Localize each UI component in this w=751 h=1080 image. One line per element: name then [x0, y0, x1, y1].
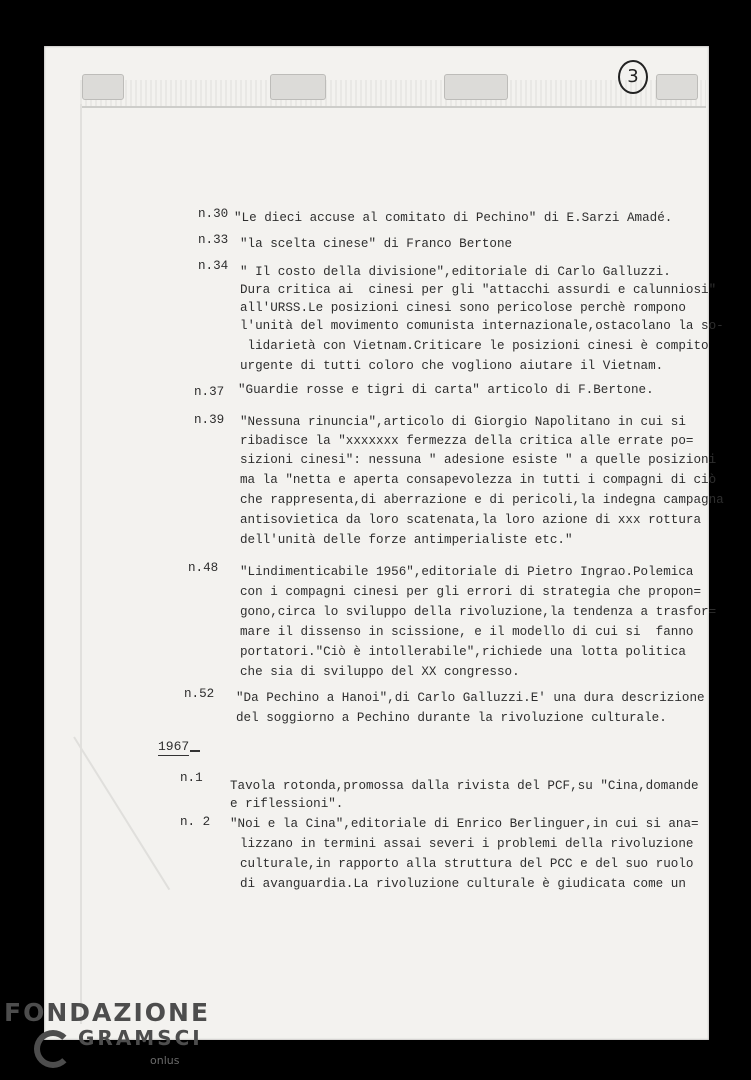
entry-line: culturale,in rapporto alla struttura del PCC e del suo ruolo — [240, 857, 694, 871]
entry-line: mare il dissenso in scissione, e il modello di cui si fanno — [240, 625, 694, 639]
entry-label: n. 2 — [180, 815, 211, 829]
header-band — [80, 80, 706, 108]
entry-line: urgente di tutti coloro che vogliono aiutare il Vietnam. — [240, 359, 664, 373]
entry-line: "Da Pechino a Hanoi",di Carlo Galluzzi.E' una dura descrizione — [236, 691, 705, 705]
entry-line: "la scelta cinese" di Franco Bertone — [240, 237, 513, 251]
entry-line: portatori."Ciò è intollerabile",richiede una lotta politica — [240, 645, 686, 659]
binder-clip — [82, 74, 124, 100]
year-heading: 1967 — [158, 739, 190, 754]
entry-line: "Nessuna rinuncia",articolo di Giorgio Napolitano in cui si — [240, 415, 686, 429]
binder-clip — [270, 74, 326, 100]
entry-line: dell'unità delle forze antimperialiste etc." — [240, 533, 573, 547]
entry-line: con i compagni cinesi per gli errori di strategia che propon= — [240, 585, 702, 599]
entry-label: n.30 — [198, 207, 229, 221]
gramsci-logo-icon — [34, 1030, 72, 1068]
entry-line: di avanguardia.La rivoluzione culturale è giudicata come un — [240, 877, 686, 891]
entry-line: " Il costo della divisione",editoriale di Carlo Galluzzi. — [240, 265, 671, 279]
document-page — [44, 46, 724, 1040]
entry-line: ribadisce la "xxxxxxx fermezza della critica alle errate po= — [240, 434, 694, 448]
watermark-suffix: onlus — [150, 1054, 180, 1067]
binder-clip — [444, 74, 508, 100]
entry-line: "Guardie rosse e tigri di carta" articolo di F.Bertone. — [238, 383, 654, 397]
entry-line: lizzano in termini assai severi i problemi della rivoluzione — [240, 837, 694, 851]
entry-label: n.48 — [188, 561, 219, 575]
entry-line: "Le dieci accuse al comitato di Pechino" di E.Sarzi Amadé. — [234, 211, 673, 225]
entry-label: n.34 — [198, 259, 229, 273]
entry-label: n.52 — [184, 687, 215, 701]
entry-line: "Lindimenticabile 1956",editoriale di Pietro Ingrao.Polemica — [240, 565, 694, 579]
entry-line: che rappresenta,di aberrazione e di pericoli,la indegna campagna — [240, 493, 724, 507]
entry-line: lidarietà con Vietnam.Criticare le posizioni cinesi è compito — [240, 339, 709, 353]
entry-line: antisovietica da loro scatenata,la loro azione di xxx rottura — [240, 513, 702, 527]
entry-line: "Noi e la Cina",editoriale di Enrico Berlinguer,in cui si ana= — [230, 817, 699, 831]
entry-line: che sia di sviluppo del XX congresso. — [240, 665, 520, 679]
fold-line — [73, 736, 170, 890]
page-number: 3 — [618, 60, 648, 94]
entry-label: n.33 — [198, 233, 229, 247]
entry-line: Tavola rotonda,promossa dalla rivista del PCF,su "Cina,domande — [230, 779, 699, 793]
entry-label: n.39 — [194, 413, 225, 427]
entry-line: all'URSS.Le posizioni cinesi sono pericolose perchè rompono — [240, 301, 686, 315]
entry-label: n.37 — [194, 385, 225, 399]
watermark-text: FONDAZIONE — [4, 998, 211, 1027]
entry-line: l'unità del movimento comunista internazionale,ostacolano la so- — [240, 319, 724, 333]
entry-label: n.1 — [180, 771, 203, 785]
entry-line: Dura critica ai cinesi per gli "attacchi assurdi e calunniosi" — [240, 283, 717, 297]
watermark-subtext: GRAMSCI — [78, 1026, 203, 1050]
entry-line: gono,circa lo sviluppo della rivoluzione,la tendenza a trasfor= — [240, 605, 717, 619]
margin-line — [80, 104, 82, 1024]
entry-line: sizioni cinesi": nessuna " adesione esiste " a quelle posizioni — [240, 453, 717, 467]
entry-line: ma la "netta e aperta consapevolezza in tutti i compagni di ciò — [240, 473, 717, 487]
binder-clip — [656, 74, 698, 100]
entry-line: e riflessioni". — [230, 797, 344, 811]
year-underline — [190, 750, 200, 752]
entry-line: del soggiorno a Pechino durante la rivoluzione culturale. — [236, 711, 667, 725]
